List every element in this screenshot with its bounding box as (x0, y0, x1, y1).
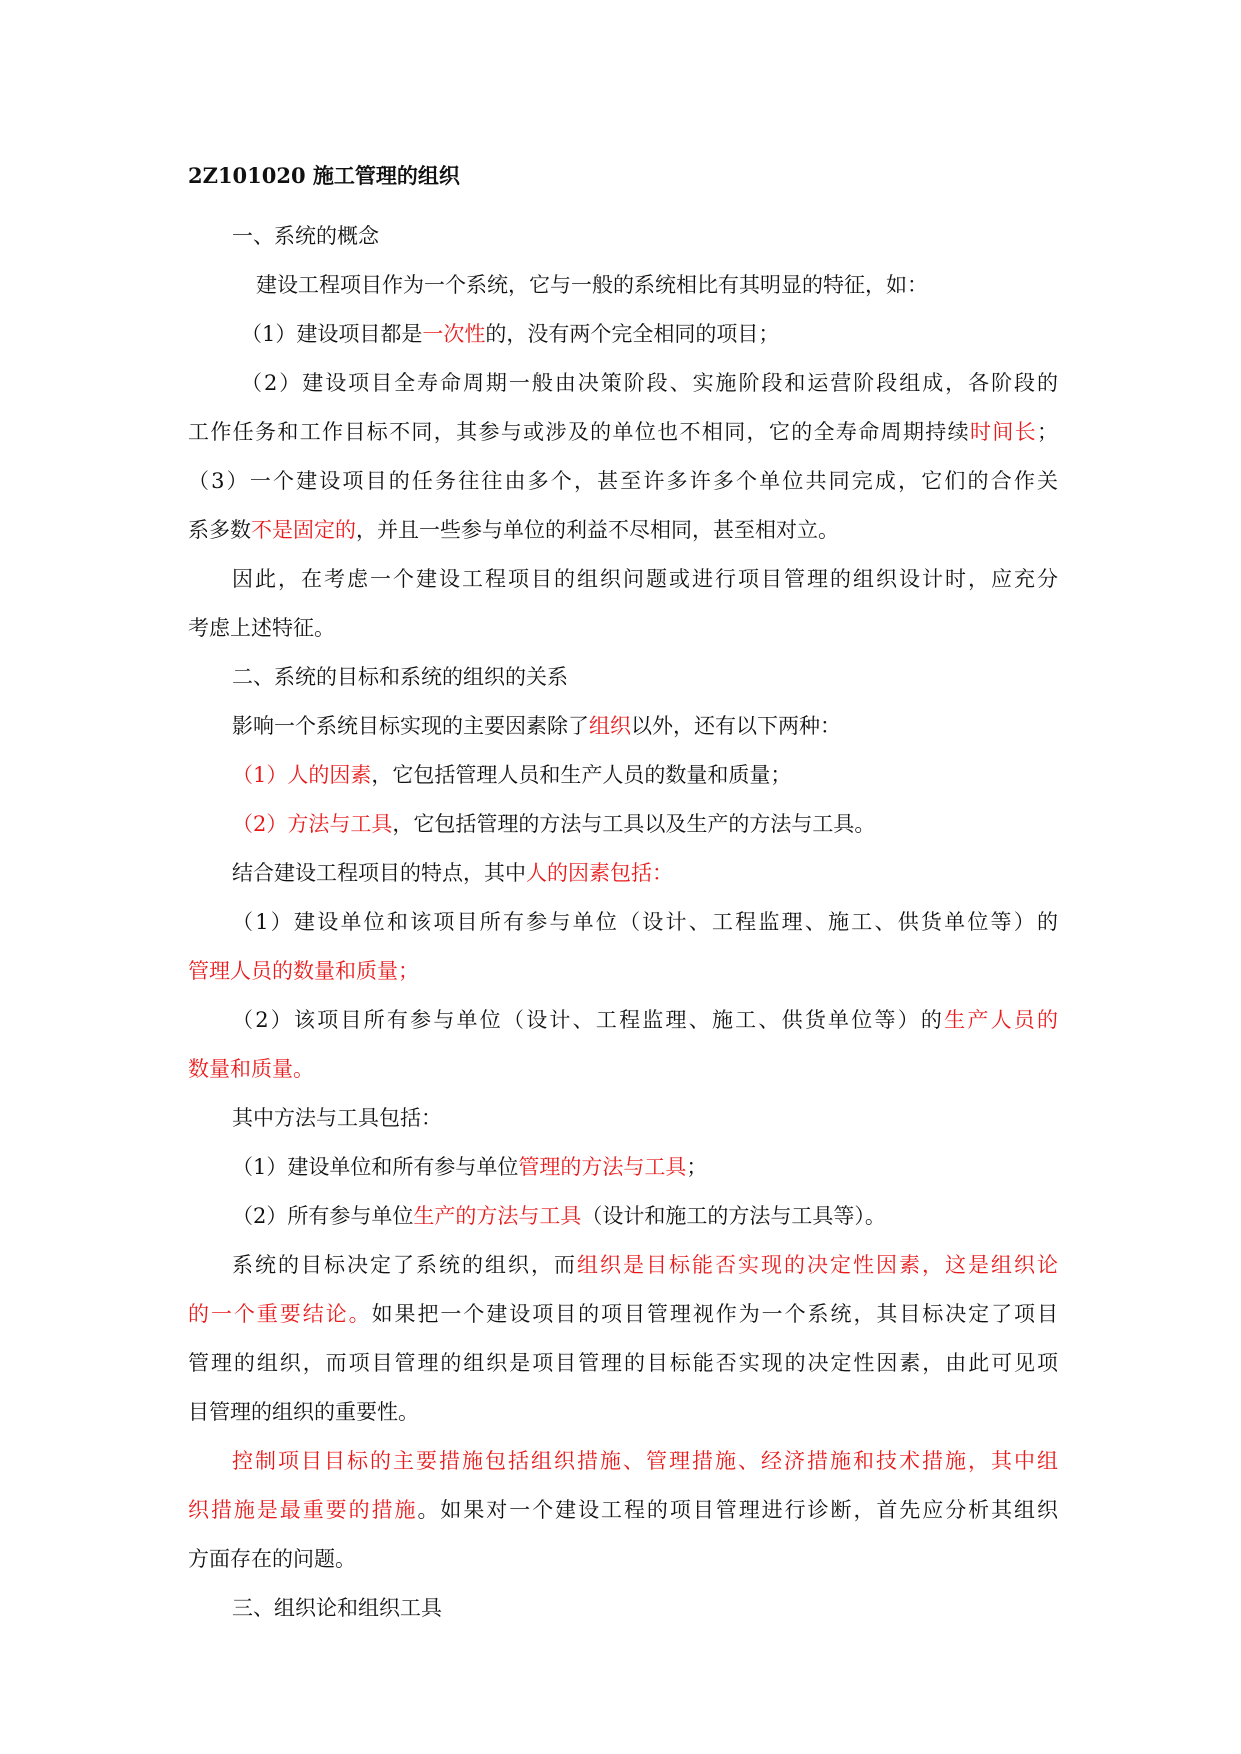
body-text: 建设工程项目作为一个系统，它与一般的系统相比有其明显的特征，如： (256, 273, 928, 297)
body-text: ，并且一些参与单位的利益不尽相同，甚至相对立。 (356, 518, 839, 542)
text-line (188, 1437, 1058, 1486)
highlighted-text: 组织是目标能否实现的决定性因素，这是组织论 (577, 1253, 1058, 1277)
text-line (188, 996, 1058, 1045)
text-line (188, 506, 1058, 555)
body-text: 影响一个系统目标实现的主要因素除了 (232, 714, 589, 738)
highlighted-text: 生产的方法与工具 (413, 1204, 582, 1228)
body-text: 以外，还有以下两种： (631, 714, 841, 738)
text-line (188, 1339, 1058, 1388)
body-text: 因此，在考虑一个建设工程项目的组织问题或进行项目管理的组织设计时，应充分 (232, 567, 1058, 591)
body-text: （1）建设项目都是 (241, 322, 423, 346)
text-line (188, 1486, 1058, 1535)
body-text: 管理的组织，而项目管理的组织是项目管理的目标能否实现的决定性因素，由此可见项 (188, 1351, 1058, 1375)
text-line (188, 457, 1058, 506)
highlighted-text: 人的因素包括： (526, 861, 673, 885)
text-line (188, 1241, 1058, 1290)
body-text: 如果把一个建设项目的项目管理视作为一个系统，其目标决定了项目 (371, 1302, 1058, 1326)
body-text: 三、组织论和组织工具 (232, 1596, 442, 1620)
text-line (188, 1143, 1058, 1192)
text-line (188, 653, 1058, 702)
body-text: 其中方法与工具包括： (232, 1106, 442, 1130)
body-text: （2）所有参与单位 (232, 1204, 414, 1228)
text-line (188, 702, 1058, 751)
body-text: ； (1037, 420, 1058, 444)
text-line (188, 1192, 1058, 1241)
body-text: ，它包括管理人员和生产人员的数量和质量； (371, 763, 792, 787)
text-line (188, 261, 1058, 310)
highlighted-text: 数量和质量。 (188, 1057, 314, 1081)
text-line (188, 898, 1058, 947)
text-line (188, 212, 1058, 261)
highlighted-text: 织措施是最重要的措施 (188, 1498, 418, 1522)
highlighted-text: （1）人的因素 (232, 763, 372, 787)
body-text: （3）一个建设项目的任务往往由多个，甚至许多许多个单位共同完成，它们的合作关 (188, 469, 1058, 493)
highlighted-text: 的一个重要结论。 (188, 1302, 372, 1326)
section-title: 2Z101020 施工管理的组织 (188, 163, 460, 188)
text-line (188, 555, 1058, 604)
body-text: 结合建设工程项目的特点，其中 (232, 861, 526, 885)
text-line (188, 849, 1058, 898)
body-text: 二、系统的目标和系统的组织的关系 (232, 665, 568, 689)
body-text: 方面存在的问题。 (188, 1547, 356, 1571)
text-line (188, 604, 1058, 653)
text-line (188, 1290, 1058, 1339)
body-text: 目管理的组织的重要性。 (188, 1400, 419, 1424)
text-line (188, 800, 1058, 849)
text-line (188, 359, 1058, 408)
highlighted-text: 一次性 (422, 322, 486, 346)
text-line (188, 1584, 1058, 1633)
body-text: 工作任务和工作目标不同，其参与或涉及的单位也不相同，它的全寿命周期持续 (188, 420, 970, 444)
body-text: 系多数 (188, 518, 251, 542)
paragraph-lines (188, 212, 1058, 1633)
text-line (188, 751, 1058, 800)
highlighted-text: 时间长 (969, 420, 1038, 444)
highlighted-text: 生产人员的 (944, 1008, 1058, 1032)
text-line (188, 947, 1058, 996)
body-text: （2）该项目所有参与单位（设计、工程监理、施工、供货单位等）的 (232, 1008, 945, 1032)
body-text: （设计和施工的方法与工具等）。 (581, 1204, 886, 1228)
highlighted-text: （2）方法与工具 (232, 812, 393, 836)
text-line (188, 1388, 1058, 1437)
body-text: （1）建设单位和该项目所有参与单位（设计、工程监理、施工、供货单位等）的 (232, 910, 1058, 934)
text-line (188, 1535, 1058, 1584)
body-text: ，它包括管理的方法与工具以及生产的方法与工具。 (392, 812, 876, 836)
highlighted-text: 组织 (589, 714, 631, 738)
text-line (188, 1094, 1058, 1143)
body-text: （1）建设单位和所有参与单位 (232, 1155, 519, 1179)
highlighted-text: 不是固定的 (251, 518, 356, 542)
text-line (188, 1045, 1058, 1094)
body-text: 的，没有两个完全相同的项目； (485, 322, 780, 346)
text-line (188, 310, 1058, 359)
body-text: 。如果对一个建设工程的项目管理进行诊断，首先应分析其组织 (417, 1498, 1058, 1522)
body-text: 一、系统的概念 (232, 224, 379, 248)
body-text: 系统的目标决定了系统的组织，而 (232, 1253, 577, 1277)
text-line (188, 408, 1058, 457)
document-body (188, 160, 1058, 1633)
body-text: （2）建设项目全寿命周期一般由决策阶段、实施阶段和运营阶段组成，各阶段的 (241, 371, 1058, 395)
highlighted-text: 管理的方法与工具 (518, 1155, 687, 1179)
highlighted-text: 控制项目目标的主要措施包括组织措施、管理措施、经济措施和技术措施，其中组 (232, 1449, 1058, 1473)
highlighted-text: 管理人员的数量和质量； (188, 959, 419, 983)
body-text: 考虑上述特征。 (188, 616, 335, 640)
body-text: ； (686, 1155, 708, 1179)
